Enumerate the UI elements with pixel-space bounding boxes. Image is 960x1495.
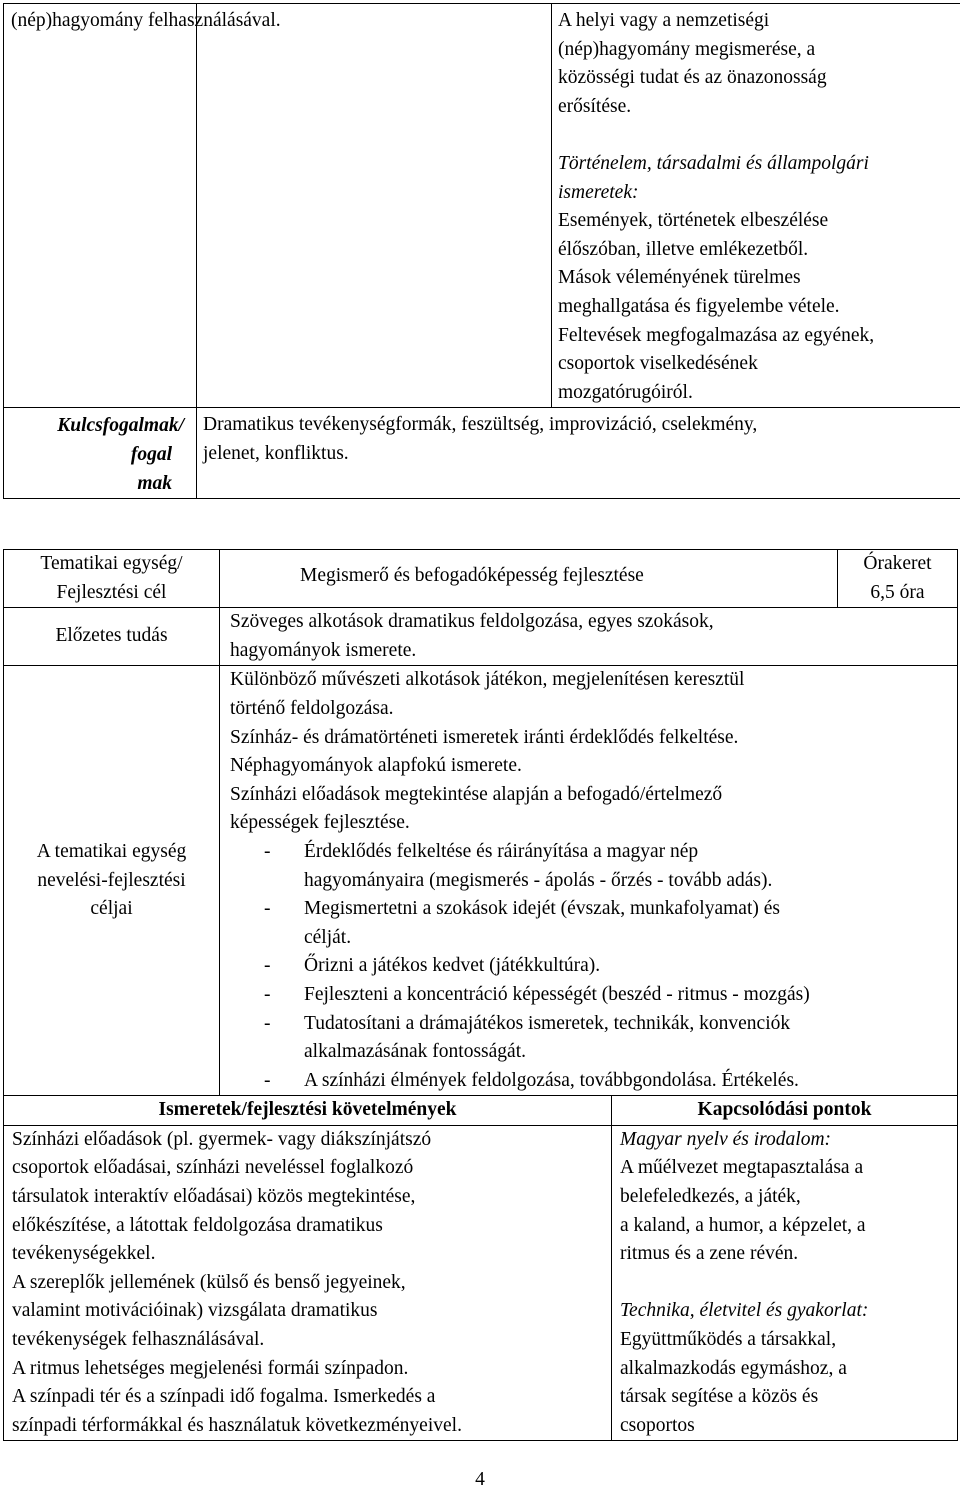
text-line: alkalmazásának fontosságát.	[304, 1038, 957, 1067]
label-line: fogal	[4, 441, 184, 470]
cell-empty	[197, 4, 552, 408]
subject-title: Magyar nyelv és irodalom:	[620, 1126, 957, 1155]
dash-bullet: -	[264, 838, 271, 867]
list-item	[230, 895, 957, 952]
text-line: meghallgatása és figyelembe vétele.	[558, 293, 960, 322]
hours-value: 6,5 óra	[838, 579, 957, 608]
text-line: A helyi vagy a nemzetiségi	[558, 7, 960, 36]
text-line: A szereplők jellemének (külső és benső jegyeinek,	[12, 1269, 611, 1298]
dash-bullet: -	[264, 1010, 271, 1039]
text-line: Dramatikus tevékenységformák, feszültség, improvizáció, cselekmény,	[203, 411, 960, 440]
text-line: Szöveges alkotások dramatikus feldolgozása, egyes szokások,	[230, 608, 957, 637]
spacer	[620, 1269, 957, 1298]
label-line: céljai	[4, 895, 219, 924]
text-line: (nép)hagyomány felhasználásával.	[11, 7, 196, 36]
text-line: Színház- és drámatörténeti ismeretek iránti érdeklődés felkeltése.	[230, 724, 957, 753]
text-line: hagyományok ismerete.	[230, 637, 957, 666]
cell-requirements	[4, 1125, 612, 1441]
text-line: élőszóban, illetve emlékezetből.	[558, 236, 960, 265]
spacer	[558, 121, 960, 150]
label-line: Kulcsfogalmak/	[4, 412, 184, 441]
cell-goals	[220, 666, 958, 1096]
table-row	[4, 666, 958, 1096]
text-line: a kaland, a humor, a képzelet, a	[620, 1212, 957, 1241]
text-line: A színpadi tér és a színpadi idő fogalma. Ismerkedés a	[12, 1383, 611, 1412]
text-line: erősítése.	[558, 93, 960, 122]
label-line: A tematikai egység	[4, 838, 219, 867]
cell-hours	[838, 550, 958, 608]
dash-bullet: -	[264, 981, 271, 1010]
text-line: színpadi térformákkal és használatuk következményeivel.	[12, 1412, 611, 1441]
subject-title: ismeretek:	[558, 179, 960, 208]
text-line: Események, történetek elbeszélése	[558, 207, 960, 236]
column-header: Kapcsolódási pontok	[612, 1096, 957, 1125]
text-line: Színházi előadások (pl. gyermek- vagy diákszínjátszó	[12, 1126, 611, 1155]
text-line: Mások véleményének türelmes	[558, 264, 960, 293]
text-line: előkészítése, a látottak feldolgozása dramatikus	[12, 1212, 611, 1241]
text-line: Megismertetni a szokások idejét (évszak, munkafolyamat) és	[304, 895, 957, 924]
list-item	[230, 952, 957, 981]
text-line: társak segítése a közös és	[620, 1383, 957, 1412]
text-line: belefeledkezés, a játék,	[620, 1183, 957, 1212]
page-number: 4	[0, 1466, 960, 1495]
cell-unit-label	[4, 550, 220, 608]
cell-development-goals	[552, 4, 960, 408]
cell-connections	[612, 1125, 958, 1441]
text-line: Együttműködés a társakkal,	[620, 1326, 957, 1355]
text-line: ritmus és a zene révén.	[620, 1240, 957, 1269]
label-line: nevelési-fejlesztési	[4, 867, 219, 896]
text-line: tevékenységek felhasználásával.	[12, 1326, 611, 1355]
cell-keywords-label	[4, 408, 197, 499]
text-line: Érdeklődés felkeltése és ráirányítása a magyar nép	[304, 838, 957, 867]
table-row	[4, 608, 958, 666]
text-line: csoportok viselkedésének	[558, 350, 960, 379]
table-row	[4, 1125, 958, 1441]
table-row	[4, 550, 958, 608]
unit-title: Megismerő és befogadóképesség fejlesztése	[300, 562, 837, 591]
text-line: Tudatosítani a drámajátékos ismeretek, technikák, konvenciók	[304, 1010, 957, 1039]
cell-unit-title	[220, 550, 838, 608]
cell-keywords-value	[197, 408, 960, 499]
table-row	[4, 408, 960, 499]
text-line: közösségi tudat és az önazonosság	[558, 64, 960, 93]
hours-label: Órakeret	[838, 550, 957, 579]
text-line: Néphagyományok alapfokú ismerete.	[230, 752, 957, 781]
text-line: jelenet, konfliktus.	[203, 440, 960, 469]
label-line: Fejlesztési cél	[4, 579, 219, 608]
dash-bullet: -	[264, 1067, 271, 1096]
dash-bullet: -	[264, 895, 271, 924]
cell-prior-knowledge	[220, 608, 958, 666]
text-line: tevékenységekkel.	[12, 1240, 611, 1269]
text-line: A ritmus lehetséges megjelenési formái színpadon.	[12, 1355, 611, 1384]
text-line: csoportok előadásai, színházi neveléssel foglalkozó	[12, 1154, 611, 1183]
text-line: valamint motivációinak) vizsgálata dramatikus	[12, 1297, 611, 1326]
list-item	[230, 1067, 957, 1096]
column-header: Ismeretek/fejlesztési követelmények	[4, 1096, 611, 1125]
list-item	[230, 838, 957, 895]
text-line: Fejleszteni a koncentráció képességét (beszéd - ritmus - mozgás)	[304, 981, 957, 1010]
text-line: hagyományaira (megismerés - ápolás - őrzés - tovább adás).	[304, 867, 957, 896]
cell-prior-knowledge-label	[4, 608, 220, 666]
text-line: társulatok interaktív előadásai) közös megtekintése,	[12, 1183, 611, 1212]
text-line: A színházi élmények feldolgozása, továbbgondolása. Értékelés.	[304, 1067, 957, 1096]
text-line: mozgatórugóiról.	[558, 379, 960, 408]
cell-goals-label	[4, 666, 220, 1096]
cell-connections-header	[612, 1096, 958, 1126]
list-item	[230, 981, 957, 1010]
text-line: Feltevések megfogalmazása az egyének,	[558, 322, 960, 351]
text-line: célját.	[304, 924, 957, 953]
text-line: képességek fejlesztése.	[230, 809, 957, 838]
subject-title: Történelem, társadalmi és állampolgári	[558, 150, 960, 179]
table-row	[4, 4, 960, 408]
text-line: Különböző művészeti alkotások játékon, megjelenítésen keresztül	[230, 666, 957, 695]
label-line: mak	[4, 470, 184, 499]
dash-bullet: -	[264, 952, 271, 981]
cell-continuation-left	[4, 4, 197, 408]
text-line: (nép)hagyomány megismerése, a	[558, 36, 960, 65]
text-line: csoportos	[620, 1412, 957, 1441]
text-line: alkalmazkodás egymáshoz, a	[620, 1355, 957, 1384]
text-line: Színházi előadások megtekintése alapján a befogadó/értelmező	[230, 781, 957, 810]
label-line: Tematikai egység/	[4, 550, 219, 579]
subject-title: Technika, életvitel és gyakorlat:	[620, 1297, 957, 1326]
label-line: Előzetes tudás	[4, 622, 219, 651]
table-row	[4, 1096, 958, 1126]
text-line: A műélvezet megtapasztalása a	[620, 1154, 957, 1183]
cell-requirements-header	[4, 1096, 612, 1126]
list-item	[230, 1010, 957, 1067]
text-line: történő feldolgozása.	[230, 695, 957, 724]
table-top	[3, 3, 960, 499]
text-line: Őrizni a játékos kedvet (játékkultúra).	[304, 952, 957, 981]
table-bottom	[3, 549, 958, 1441]
